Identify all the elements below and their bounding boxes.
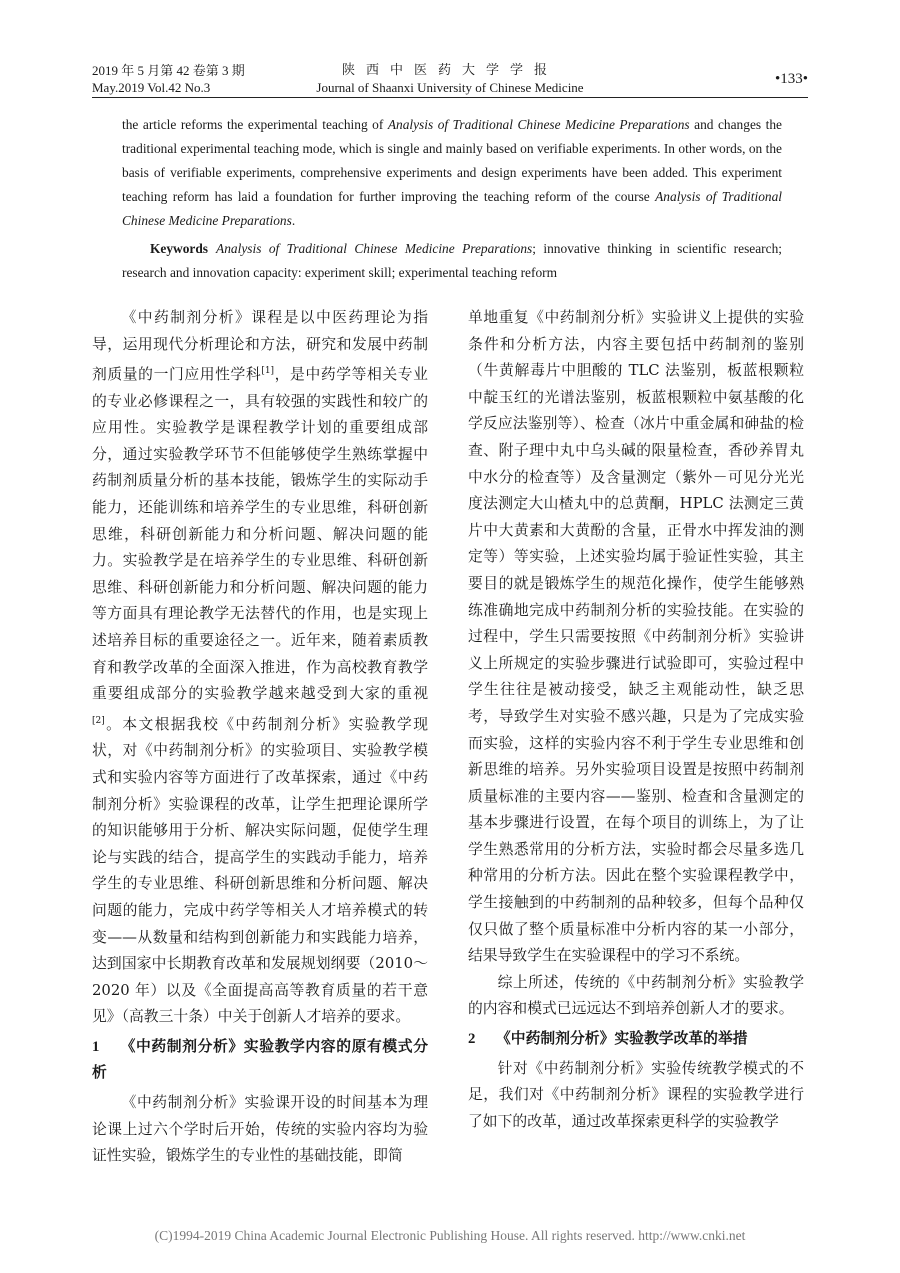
summary-paragraph: 综上所述，传统的《中药制剂分析》实验教学的内容和模式已远远达不到培养创新人才的要求。 bbox=[468, 973, 804, 1018]
keywords-label: Keywords bbox=[150, 241, 209, 256]
abstract-text: the article reforms the experimental teaching of Analysis of Traditional Chinese Medicine Preparations and changes the traditional experimental teaching mode, which is single and mainly based on verifiable experiments. In other words, on the basis of verifiable experiments, comprehensive experiments and design experiments have been added. This experiment teaching reform has laid a foundation for further improving the teaching reform of the course Analysis of Traditional Chinese Medicine Preparations. bbox=[122, 117, 782, 228]
section-2-title: 《中药制剂分析》实验教学改革的举措 bbox=[496, 1030, 748, 1048]
section-2-heading bbox=[468, 1026, 804, 1053]
right-column bbox=[468, 305, 804, 1135]
journal-title bbox=[92, 62, 808, 96]
journal-title-en: Journal of Shaanxi University of Chinese Medicine bbox=[316, 80, 584, 95]
header-rule bbox=[92, 97, 808, 98]
running-header bbox=[92, 62, 808, 98]
section-2-paragraph: 针对《中药制剂分析》实验传统教学模式的不足，我们对《中药制剂分析》课程的实验教学进行了如下的改革，通过改革探索更科学的实验教学 bbox=[468, 1059, 804, 1130]
keywords-text: Analysis of Traditional Chinese Medicine Preparations; innovative thinking in scientific research; research and innovation capacity: experiment skill; experimental teaching reform bbox=[122, 241, 782, 280]
issue-cn: 2019 年 5 月第 42 卷第 3 期 bbox=[92, 63, 245, 78]
keywords bbox=[122, 237, 782, 285]
copyright-footer: (C)1994-2019 China Academic Journal Electronic Publishing House. All rights reserved. http://www.cnki.net bbox=[154, 1228, 746, 1243]
section-2-number: 2 bbox=[468, 1031, 476, 1048]
page-number: •133• bbox=[774, 71, 808, 87]
section-1-number: 1 bbox=[92, 1038, 100, 1055]
english-abstract bbox=[122, 113, 782, 285]
journal-title-cn: 陕西中医药大学学报 bbox=[341, 63, 558, 78]
citation-2[interactable]: [2] bbox=[92, 715, 105, 726]
section-1-heading bbox=[92, 1034, 428, 1087]
section-1-title: 《中药制剂分析》实验教学内容的原有模式分析 bbox=[92, 1037, 428, 1082]
section-1-paragraph: 《中药制剂分析》实验课开设的时间基本为理论课上过六个学时后开始，传统的实验内容均为验证性实验，锻炼学生的专业性的基础技能，即简 bbox=[92, 1094, 428, 1165]
intro-paragraph: 《中药制剂分析》课程是以中医药理论为指导，运用现代分析理论和方法，研究和发展中药制剂质量的一门应用性学科[1]，是中药学等相关专业的专业必修课程之一，具有较强的实践性和较广的应用性。实验教学是课程教学计划的重要组成部分，通过实验教学环节不但能够使学生熟练掌握中药制剂质量分析的基本技能，锻炼学生的实际动手能力，还能训练和培养学生的专业思维，科研创新思维，科研创新能力和分析问题、解决问题的能力。实验教学是在培养学生的专业思维、科研创新思维、科研创新能力和分析问题、解决问题的能力等方面具有理论教学无法替代的作用，也是实现上述培养目标的重要途径之一。近年来，随着素质教育和教学改革的全面深入推进，作为高校教育教学重要组成部分的实验教学越来越受到大家的重视[2]。本文根据我校《中药制剂分析》实验教学现状，对《中药制剂分析》的实验项目、实验教学模式和实验内容等方面进行了改革探索，通过《中药制剂分析》实验课程的改革，让学生把理论课所学的知识能够用于分析、解决实际问题，促使学生理论与实践的结合，提高学生的实践动手能力，培养学生的专业思维、科研创新思维和分析问题、解决问题的能力，完成中药学等相关人才培养模式的转变——从数量和结构到创新能力和实践能力培养，达到国家中长期教育改革和发展规划纲要（2010～2020 年）以及《全面提高高等教育质量的若干意见》（高教三十条）中关于创新人才培养的要求。 bbox=[92, 309, 428, 1026]
issue-en: May.2019 Vol.42 No.3 bbox=[92, 80, 211, 95]
continued-paragraph: 单地重复《中药制剂分析》实验讲义上提供的实验条件和分析方法，内容主要包括中药制剂的鉴别（牛黄解毒片中胆酸的 TLC 法鉴别，板蓝根颗粒中靛玉红的光谱法鉴别，板蓝根颗粒中氨基酸的化学反应法鉴别等）、检查（冰片中重金属和砷盐的检查、附子理中丸中乌头碱的限量检查，香砂养胃丸中水分的检查等）及含量测定（紫外－可见分光光度法测定大山楂丸中的总黄酮，HPLC 法测定三黄片中大黄素和大黄酚的含量，正骨水中挥发油的测定等）等实验，上述实验均属于验证性实验，其主要目的就是锻炼学生的规范化操作，使学生能够熟练准确地完成中药制剂分析的实验技能。在实验的过程中，学生只需要按照《中药制剂分析》实验讲义上所规定的实验步骤进行试验即可，实验过程中学生往往是被动接受，缺乏主观能动性，缺乏思考，导致学生对实验不感兴趣，只是为了完成实验而实验，这样的实验内容不利于学生专业思维和创新思维的培养。另外实验项目设置是按照中药制剂质量标准的主要内容——鉴别、检查和含量测定的基本步骤进行设置，在每个项目的训练上，为了让学生熟悉常用的分析方法，实验时都会尽量多选几种常用的分析方法。因此在整个实验课程教学中，学生接触到的中药制剂的品种较多，但每个品种仅仅只做了整个质量标准中分析内容的某一小部分，结果导致学生在实验课程中的学习不系统。 bbox=[468, 309, 804, 965]
citation-1[interactable]: [1] bbox=[261, 366, 275, 377]
left-column bbox=[92, 305, 428, 1170]
